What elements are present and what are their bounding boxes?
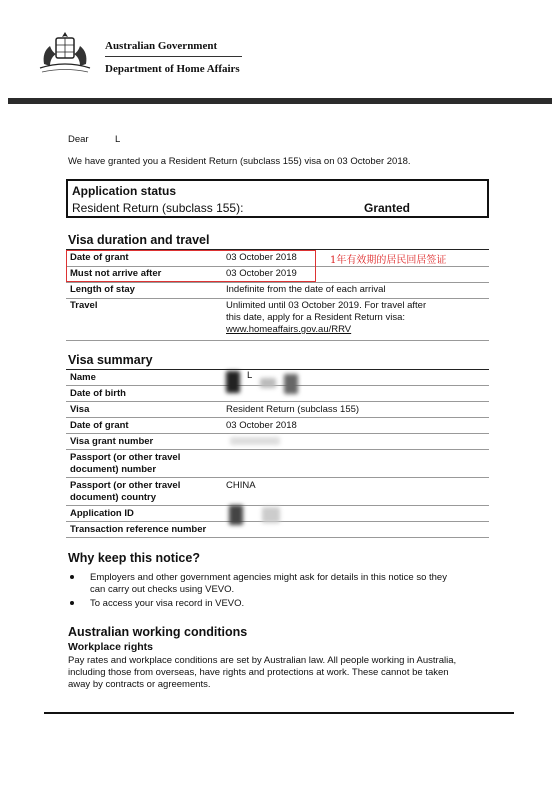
intro-text: We have granted you a Resident Return (subclass 155) visa on 03 October 2018.: [68, 156, 411, 167]
rrv-link[interactable]: www.homeaffairs.gov.au/RRV: [226, 324, 352, 335]
bullet-dot: [70, 575, 74, 579]
row-divider: [66, 385, 489, 386]
duration-value: 03 October 2018: [226, 252, 297, 263]
why-heading: Why keep this notice?: [68, 551, 200, 565]
summary-label: Visa grant number: [70, 436, 154, 447]
summary-label: document) number: [70, 464, 157, 475]
greeting: Dear: [68, 134, 89, 145]
redaction-mark: [230, 437, 280, 445]
row-divider: [66, 298, 489, 299]
bullet-dot: [70, 601, 74, 605]
status-label: Resident Return (subclass 155):: [72, 201, 244, 215]
duration-value: 03 October 2019: [226, 268, 297, 279]
redaction-mark: [262, 507, 280, 523]
redaction-mark: [284, 374, 298, 394]
highlight-box: [66, 250, 316, 282]
summary-rule: [66, 369, 489, 370]
summary-label: document) country: [70, 492, 157, 503]
department-name: Department of Home Affairs: [105, 63, 240, 75]
government-name: Australian Government: [105, 40, 218, 52]
conditions-line: Pay rates and workplace conditions are set by Australian law. All people working in Australia,: [68, 655, 457, 666]
why-bullet-line: can carry out checks using VEVO.: [90, 584, 235, 595]
summary-value: L: [247, 370, 253, 381]
row-divider: [66, 477, 489, 478]
summary-label: Passport (or other travel: [70, 480, 181, 491]
summary-label: Name: [70, 372, 96, 383]
status-value: Granted: [364, 201, 411, 215]
coat-of-arms-icon: [36, 28, 94, 76]
row-divider: [66, 417, 489, 418]
conditions-heading: Australian working conditions: [68, 625, 248, 639]
header-bar: [8, 98, 552, 104]
redaction-mark: [226, 371, 240, 393]
why-bullet-line: To access your visa record in VEVO.: [90, 598, 245, 609]
summary-label: Application ID: [70, 508, 134, 519]
status-title: Application status: [72, 184, 177, 198]
summary-label: Passport (or other travel: [70, 452, 181, 463]
row-divider: [66, 449, 489, 450]
application-status-box: [66, 179, 489, 218]
summary-label: Date of birth: [70, 388, 126, 399]
duration-label: Length of stay: [70, 284, 135, 295]
why-bullet-line: Employers and other government agencies might ask for details in this notice so they: [90, 572, 447, 583]
conditions-line: away by contracts or agreements.: [68, 679, 211, 690]
travel-line: this date, apply for a Resident Return visa:: [226, 312, 406, 323]
summary-label: Visa: [70, 404, 90, 415]
duration-label: Date of grant: [70, 252, 129, 263]
duration-value: Indefinite from the date of each arrival: [226, 284, 386, 295]
duration-label: Travel: [70, 300, 98, 311]
summary-value: Resident Return (subclass 155): [226, 404, 360, 415]
row-divider: [66, 433, 489, 434]
travel-line: Unlimited until 03 October 2019. For travel after: [226, 300, 427, 311]
conditions-line: including those from overseas, have rights and protections at work. These cannot be taken: [68, 667, 449, 678]
row-divider: [66, 401, 489, 402]
summary-label: Date of grant: [70, 420, 129, 431]
duration-heading: Visa duration and travel: [68, 233, 210, 247]
row-divider: [66, 505, 489, 506]
row-divider: [66, 537, 489, 538]
summary-label: Transaction reference number: [70, 524, 207, 535]
row-divider: [66, 282, 489, 283]
duration-label: Must not arrive after: [70, 268, 162, 279]
footer-rule: [44, 712, 514, 714]
conditions-subheading: Workplace rights: [68, 641, 153, 653]
summary-value: 03 October 2018: [226, 420, 297, 431]
recipient-initial: L: [115, 134, 121, 145]
summary-value: CHINA: [226, 480, 256, 491]
redaction-mark: [229, 505, 243, 525]
redaction-mark: [260, 378, 276, 388]
header-divider: [105, 56, 242, 57]
row-divider: [66, 340, 489, 341]
summary-heading: Visa summary: [68, 353, 153, 367]
annotation-note: 1年有效期的居民回居签证: [330, 255, 447, 266]
